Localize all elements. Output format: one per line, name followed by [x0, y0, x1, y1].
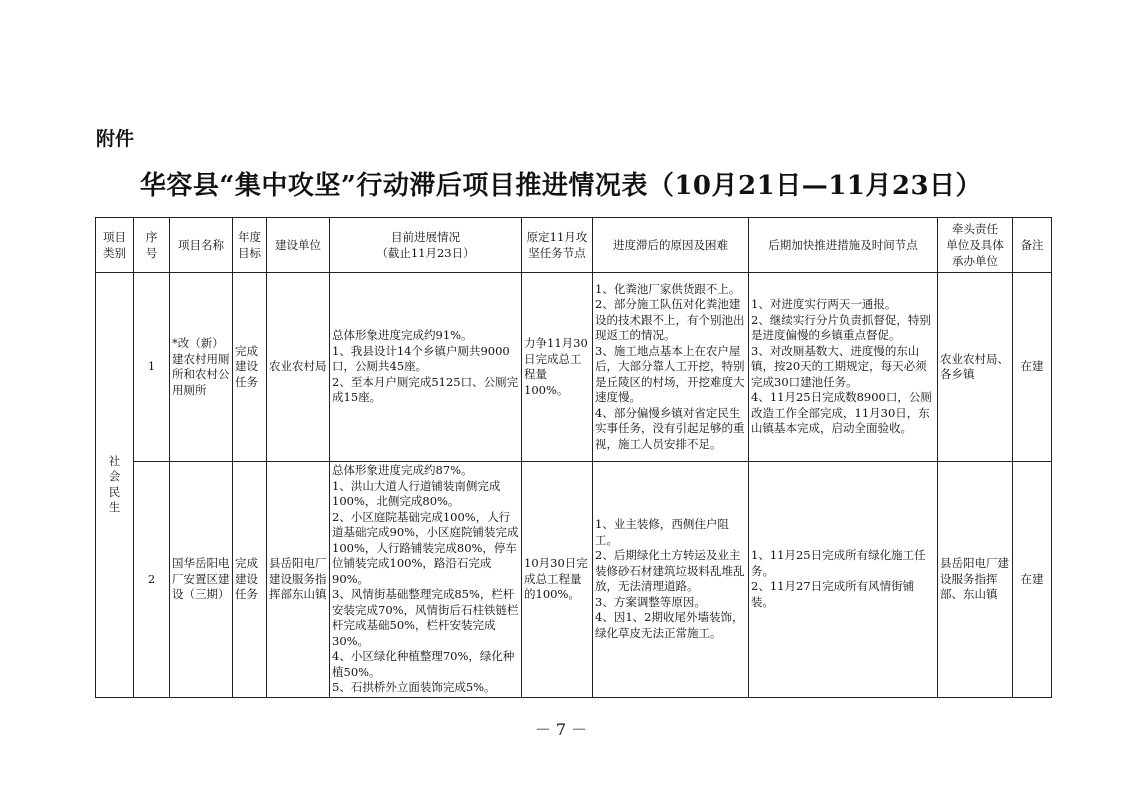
- seq-cell: 1: [134, 273, 170, 462]
- header-builder: 建设单位: [267, 218, 330, 273]
- table-row: [96, 273, 1052, 462]
- header-category: 项目 类别: [96, 218, 134, 273]
- annual-target-cell: 完成建设任务: [233, 462, 267, 698]
- document-title: 华容县“集中攻坚”行动滞后项目推进情况表（10月21日—11月23日）: [139, 171, 983, 201]
- measures-cell: 1、11月25日完成所有绿化施工任务。 2、11月27日完成所有风情街铺装。: [749, 462, 938, 698]
- node-cell: 10月30日完成总工程量的100%。: [522, 462, 593, 698]
- progress-table: [95, 217, 1052, 698]
- header-name: 项目名称: [170, 218, 233, 273]
- header-lead: 牵头责任 单位及具体 承办单位: [938, 218, 1013, 273]
- category-cell: 社 会 民 生: [96, 273, 134, 698]
- header-measures: 后期加快推进措施及时间节点: [749, 218, 938, 273]
- builder-cell: 县岳阳电厂建设服务指挥部东山镇: [267, 462, 330, 698]
- builder-cell: 农业农村局: [267, 273, 330, 462]
- header-progress: 目前进展情况 （截止11月23日）: [330, 218, 522, 273]
- attachment-label: 附件: [96, 128, 135, 150]
- project-name-cell: 国华岳阳电厂安置区建设（三期）: [170, 462, 233, 698]
- header-remark: 备注: [1013, 218, 1052, 273]
- node-cell: 力争11月30日完成总工程量100%。: [522, 273, 593, 462]
- table-header-row: [96, 218, 1052, 273]
- lead-unit-cell: 农业农村局、各乡镇: [938, 273, 1013, 462]
- header-seq: 序 号: [134, 218, 170, 273]
- project-name-cell: *改（新）建农村用厕所和农村公用厕所: [170, 273, 233, 462]
- remark-cell: 在建: [1013, 462, 1052, 698]
- header-reasons: 进度滞后的原因及困难: [593, 218, 749, 273]
- progress-cell: 总体形象进度完成约87%。 1、洪山大道人行道铺装南侧完成100%，北侧完成80%。 2、小区庭院基础完成100%，人行道基础完成90%，小区庭院铺装完成100%，人行路铺装完成80%，停车位铺装完成100%，路沿石完成90%。 3、风情街基础整理完成85%，栏杆安装完成70%，风情街后石柱铁链栏杆完成基础50%，栏杆安装完成30%。 4、小区绿化种植整理70%，绿化种植50%。 5、石拱桥外立面装饰完成5%。: [330, 462, 522, 698]
- remark-cell: 在建: [1013, 273, 1052, 462]
- measures-cell: 1、对进度实行两天一通报。 2、继续实行分片负责抓督促，特别是进度偏慢的乡镇重点督促。 3、对改厕基数大、进度慢的东山镇，按20天的工期规定，每天必须完成30口建池任务。 4、11月25日完成数8900口，公厕改造工作全部完成，11月30日，东山镇基本完成，启动全面验收。: [749, 273, 938, 462]
- progress-cell: 总体形象进度完成约91%。 1、我县设计14个乡镇户厕共9000口，公厕共45座。 2、至本月户厕完成5125口、公厕完成15座。: [330, 273, 522, 462]
- table-row: [96, 462, 1052, 698]
- page-number: － 7 －: [534, 720, 588, 739]
- annual-target-cell: 完成建设任务: [233, 273, 267, 462]
- lead-unit-cell: 县岳阳电厂建设服务指挥部、东山镇: [938, 462, 1013, 698]
- reasons-cell: 1、业主装修，西侧住户阻工。 2、后期绿化土方转运及业主装修砂石材建筑垃圾料乱堆乱放，无法清理道路。 3、方案调整等原因。 4、因1、2期收尾外墙装饰，绿化草皮无法正常施工。: [593, 462, 749, 698]
- header-annual: 年度 目标: [233, 218, 267, 273]
- seq-cell: 2: [134, 462, 170, 698]
- header-node: 原定11月攻 坚任务节点: [522, 218, 593, 273]
- reasons-cell: 1、化粪池厂家供货跟不上。 2、部分施工队伍对化粪池建设的技术跟不上，有个别池出现返工的情况。 3、施工地点基本上在农户屋后，大部分靠人工开挖，特别是丘陵区的村场，开挖难度大速度慢。 4、部分偏慢乡镇对省定民生实事任务，没有引起足够的重视，施工人员安排不足。: [593, 273, 749, 462]
